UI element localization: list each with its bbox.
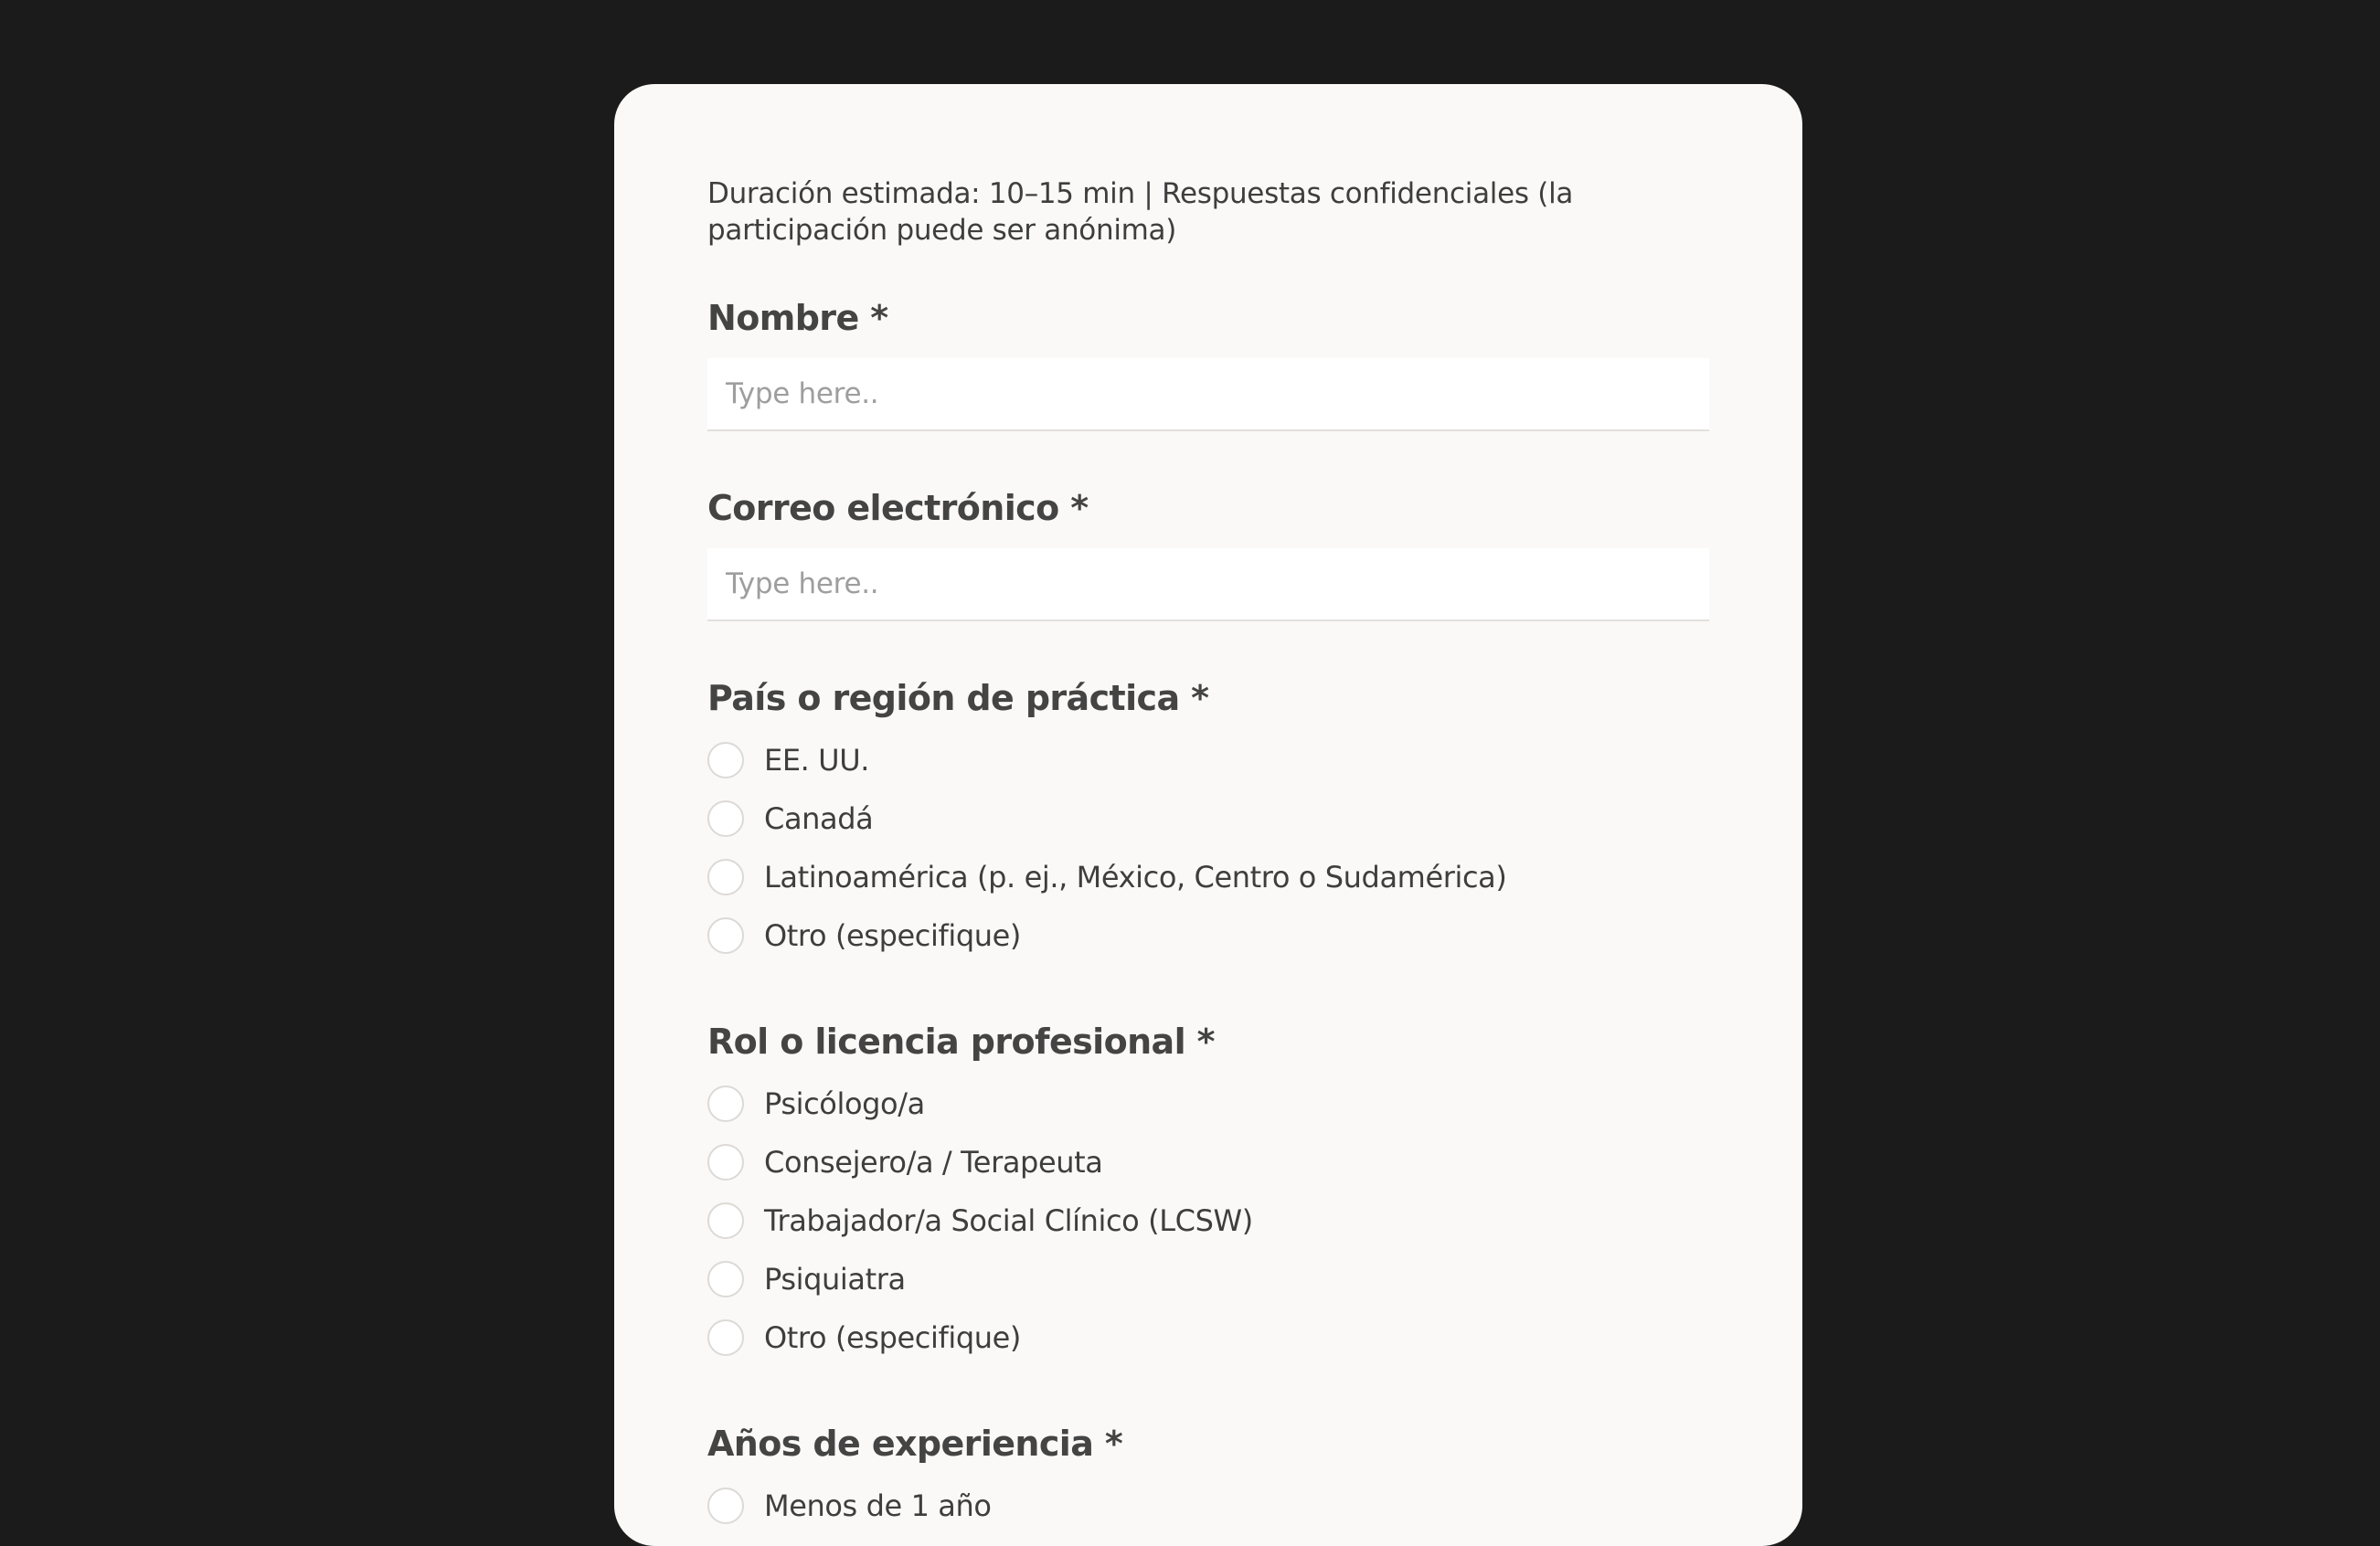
- radio-button[interactable]: [707, 1261, 744, 1297]
- radio-button[interactable]: [707, 742, 744, 778]
- experience-option-less-than-1[interactable]: [707, 1477, 1709, 1535]
- option-label: Psicólogo/a: [764, 1086, 925, 1121]
- radio-button[interactable]: [707, 917, 744, 954]
- experience-label: Años de experiencia *: [707, 1424, 1123, 1464]
- country-label: País o región de práctica *: [707, 678, 1209, 718]
- country-question: [707, 676, 1709, 965]
- name-input[interactable]: [707, 358, 1709, 431]
- name-label: Nombre *: [707, 298, 888, 338]
- option-label: Otro (especifique): [764, 918, 1021, 953]
- country-option-other[interactable]: [707, 906, 1709, 965]
- role-option-other[interactable]: [707, 1308, 1709, 1367]
- role-option-counselor[interactable]: [707, 1133, 1709, 1191]
- radio-button[interactable]: [707, 1202, 744, 1239]
- survey-intro-text: Duración estimada: 10–15 min | Respuestas confidenciales (la participación puede ser anónima): [707, 177, 1574, 247]
- radio-button[interactable]: [707, 1488, 744, 1524]
- experience-options: [707, 1477, 1709, 1535]
- radio-button[interactable]: [707, 1319, 744, 1356]
- option-label: Trabajador/a Social Clínico (LCSW): [764, 1203, 1253, 1238]
- role-label: Rol o licencia profesional *: [707, 1022, 1215, 1062]
- email-input[interactable]: [707, 548, 1709, 621]
- country-option-canada[interactable]: [707, 789, 1709, 848]
- option-label: Latinoamérica (p. ej., México, Centro o Sudamérica): [764, 860, 1507, 895]
- radio-button[interactable]: [707, 1085, 744, 1122]
- option-label: Consejero/a / Terapeuta: [764, 1145, 1103, 1180]
- experience-question: [707, 1422, 1709, 1535]
- country-options: [707, 731, 1709, 965]
- radio-button[interactable]: [707, 800, 744, 837]
- name-question: [707, 296, 1709, 431]
- role-question: [707, 1020, 1709, 1367]
- role-option-psychologist[interactable]: [707, 1075, 1709, 1133]
- survey-form-card: [614, 84, 1802, 1546]
- role-options: [707, 1075, 1709, 1367]
- country-option-usa[interactable]: [707, 731, 1709, 789]
- email-question: [707, 486, 1709, 621]
- country-option-latam[interactable]: [707, 848, 1709, 906]
- option-label: Otro (especifique): [764, 1320, 1021, 1355]
- role-option-lcsw[interactable]: [707, 1191, 1709, 1250]
- radio-button[interactable]: [707, 1144, 744, 1181]
- radio-button[interactable]: [707, 859, 744, 895]
- email-label: Correo electrónico *: [707, 488, 1089, 528]
- option-label: Psiquiatra: [764, 1262, 906, 1297]
- option-label: Menos de 1 año: [764, 1488, 992, 1523]
- role-option-psychiatrist[interactable]: [707, 1250, 1709, 1308]
- option-label: EE. UU.: [764, 743, 869, 778]
- option-label: Canadá: [764, 801, 874, 836]
